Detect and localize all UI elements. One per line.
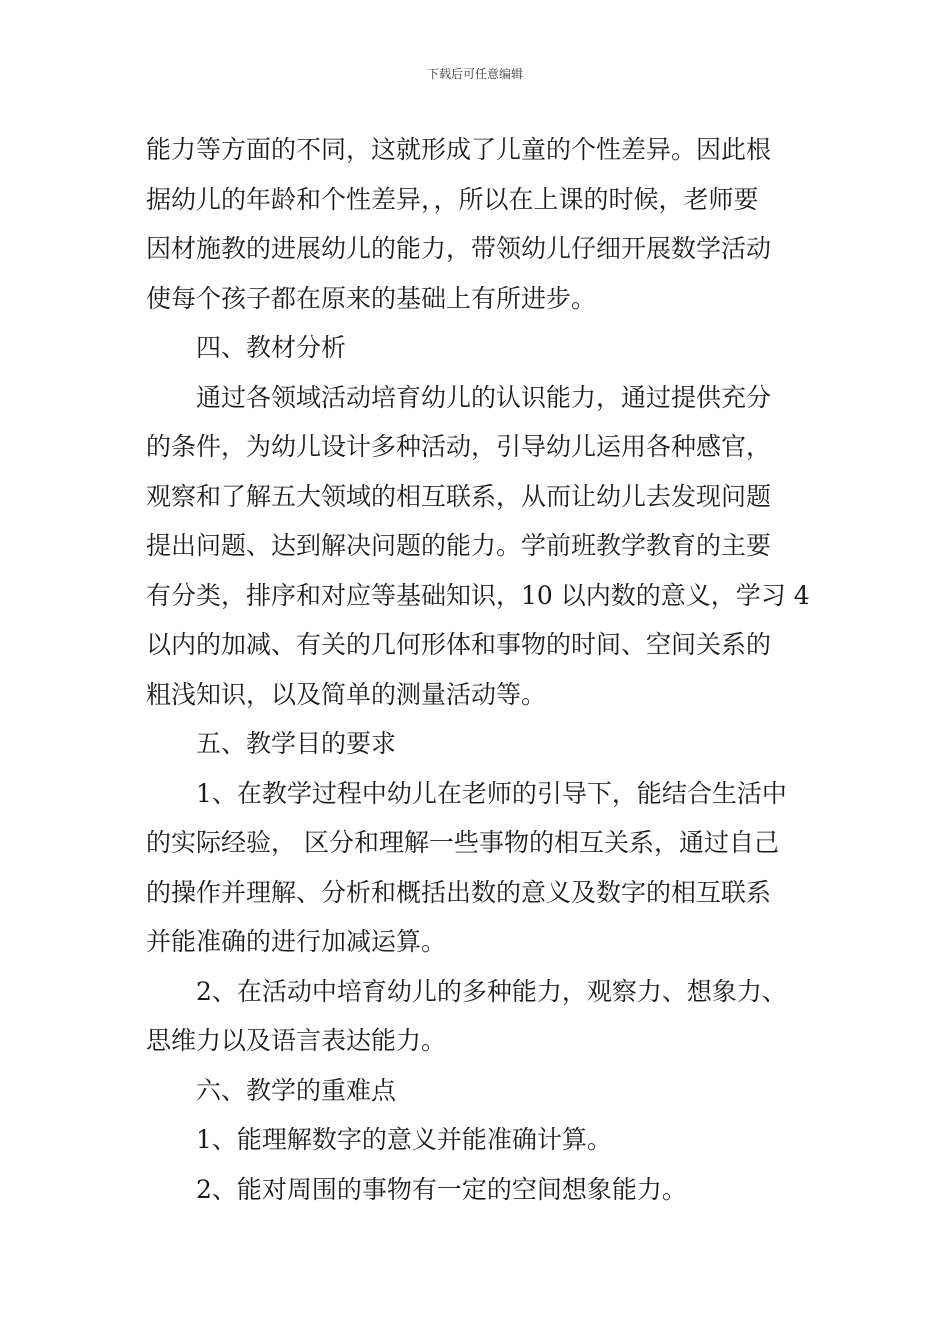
text-line: 1、在教学过程中幼儿在老师的引导下，能结合生活中 — [196, 778, 787, 808]
paragraph — [146, 1115, 810, 1165]
text-line: 并能准确的进行加减运算。 — [146, 927, 447, 956]
text-line: 2、能对周围的事物有一定的空间想象能力。 — [196, 1174, 687, 1204]
text-line: 通过各领域活动培育幼儿的认识能力，通过提供充分 — [196, 382, 772, 412]
text-line: 使每个孩子都在原来的基础上有所进步。 — [146, 283, 597, 313]
text-line: 因材施教的进展幼儿的能力，带领幼儿仔细开展数学活动 — [146, 234, 772, 263]
text-line: 六、教学的重难点 — [196, 1075, 397, 1105]
paragraph — [146, 967, 810, 1066]
paragraph — [146, 323, 810, 373]
text-line: 有分类，排序和对应等基础知识，10 以内数的意义，学习 4 — [146, 580, 810, 610]
paragraph — [146, 1066, 810, 1116]
text-line: 提出问题、达到解决问题的能力。学前班教学教育的主要 — [146, 531, 772, 560]
document-body — [146, 125, 810, 1214]
text-line: 的操作并理解、分析和概括出数的意义及数字的相互联系 — [146, 877, 772, 907]
paragraph — [146, 769, 810, 967]
paragraph — [146, 373, 810, 720]
text-line: 思维力以及语言表达能力。 — [146, 1026, 447, 1055]
text-line: 四、教材分析 — [196, 333, 347, 362]
page-header: 下载后可任意编辑 — [426, 67, 523, 81]
text-line: 的条件，为幼儿设计多种活动，引导幼儿运用各种感官， — [146, 432, 772, 461]
paragraph — [146, 125, 810, 323]
text-line: 以内的加减、有关的几何形体和事物的时间、空间关系的 — [146, 630, 772, 659]
paragraph — [146, 1165, 810, 1215]
text-line: 2、在活动中培育幼儿的多种能力，观察力、想象力、 — [196, 976, 787, 1006]
text-line: 五、教学目的要求 — [196, 729, 397, 758]
text-line: 据幼儿的年龄和个性差异，，所以在上课的时候，老师要 — [146, 184, 759, 214]
text-line: 的实际经验， 区分和理解一些事物的相互关系，通过自己 — [146, 828, 779, 857]
text-line: 粗浅知识，以及简单的测量活动等。 — [146, 679, 547, 709]
paragraph — [146, 719, 810, 769]
text-line: 观察和了解五大领域的相互联系，从而让幼儿去发现问题 — [146, 481, 772, 511]
text-line: 1、能理解数字的意义并能准确计算。 — [196, 1125, 612, 1154]
text-line: 能力等方面的不同，这就形成了儿童的个性差异。因此根 — [146, 135, 772, 164]
